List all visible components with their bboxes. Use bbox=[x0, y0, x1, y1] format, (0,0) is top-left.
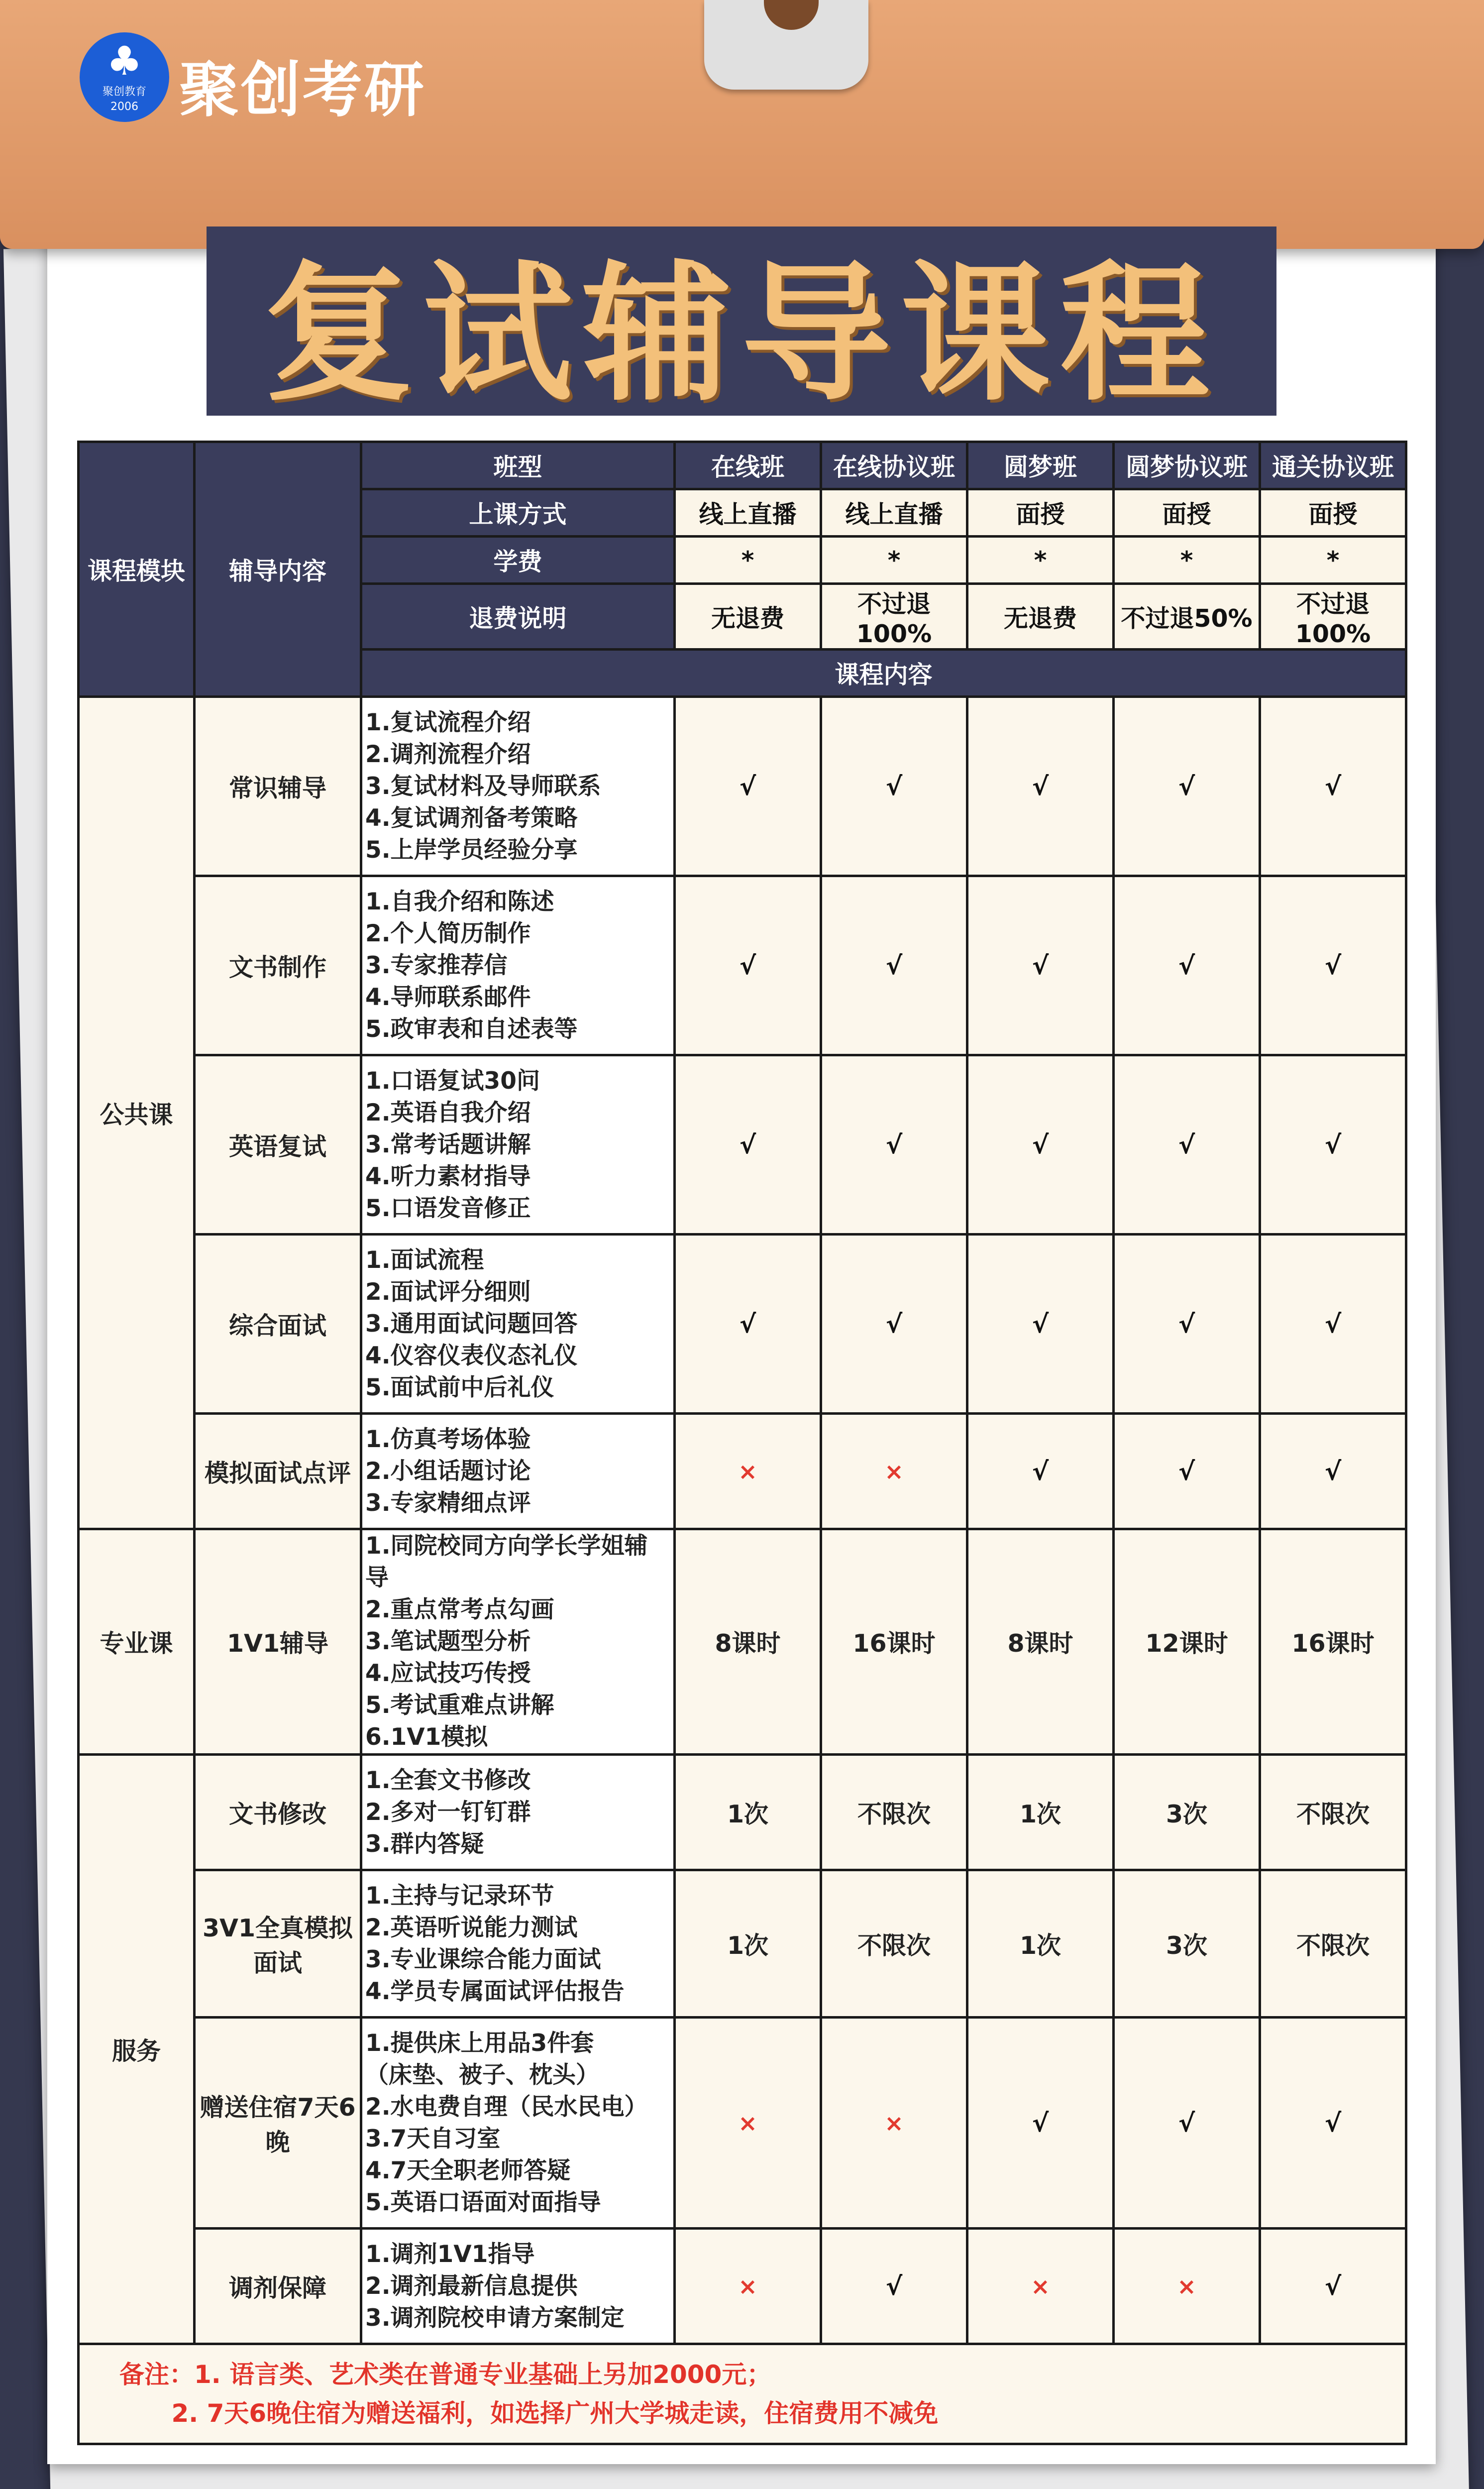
content-line: 1.同院校同方向学长学姐辅导 bbox=[365, 1532, 648, 1591]
content-list bbox=[361, 876, 675, 1055]
method-cell: 面授 bbox=[1260, 489, 1406, 537]
check-mark: √ bbox=[1178, 2108, 1195, 2138]
class-cell: 通关协议班 bbox=[1260, 442, 1406, 489]
content-line: 4.学员专属面试评估报告 bbox=[365, 1977, 625, 2005]
value-text: 16课时 bbox=[852, 1629, 936, 1658]
check-mark: √ bbox=[739, 1130, 756, 1159]
content-line: 5.英语口语面对面指导 bbox=[365, 2188, 601, 2216]
method-cell: 面授 bbox=[1114, 489, 1260, 537]
logo-text: 聚创教育 bbox=[102, 86, 146, 98]
content-line: 2.小组话题讨论 bbox=[365, 1457, 531, 1485]
content-list bbox=[361, 2018, 675, 2229]
check-mark: √ bbox=[1032, 2108, 1049, 2138]
course-table bbox=[77, 441, 1407, 2445]
value-cell bbox=[1260, 2229, 1406, 2344]
table-row bbox=[79, 2229, 1406, 2344]
content-line: 1.仿真考场体验 bbox=[365, 1425, 531, 1453]
class-cell: 圆梦协议班 bbox=[1114, 442, 1260, 489]
check-mark: √ bbox=[1324, 1130, 1342, 1159]
check-mark: √ bbox=[1324, 951, 1342, 980]
table-row bbox=[79, 1529, 1406, 1755]
value-cell bbox=[1260, 1055, 1406, 1235]
check-mark: √ bbox=[885, 772, 903, 801]
value-cell bbox=[1260, 697, 1406, 876]
value-cell bbox=[675, 1055, 821, 1235]
content-line: 4.导师联系邮件 bbox=[365, 983, 531, 1011]
value-cell bbox=[967, 1235, 1114, 1414]
value-cell bbox=[1260, 1235, 1406, 1414]
row-title: 文书制作 bbox=[195, 876, 361, 1055]
check-mark: √ bbox=[1032, 1130, 1049, 1159]
header-row-class bbox=[79, 442, 1406, 489]
content-line: 3.调剂院校申请方案制定 bbox=[365, 2304, 625, 2332]
value-cell bbox=[675, 1870, 821, 2018]
value-cell bbox=[1114, 1755, 1260, 1870]
content-list bbox=[361, 1870, 675, 2018]
check-mark: √ bbox=[1324, 1457, 1342, 1486]
value-text: 8课时 bbox=[715, 1629, 781, 1658]
fee-cell: * bbox=[967, 537, 1114, 584]
content-line: 4.听力素材指导 bbox=[365, 1162, 531, 1190]
value-cell bbox=[1260, 1755, 1406, 1870]
cross-mark: × bbox=[738, 2273, 757, 2300]
value-cell bbox=[967, 876, 1114, 1055]
content-header: 辅导内容 bbox=[195, 442, 361, 697]
row-title: 常识辅导 bbox=[195, 697, 361, 876]
row-label-refund: 退费说明 bbox=[361, 584, 675, 650]
value-cell bbox=[1114, 2229, 1260, 2344]
fee-cell: * bbox=[1114, 537, 1260, 584]
value-cell bbox=[675, 1529, 821, 1755]
value-cell bbox=[1260, 1529, 1406, 1755]
table-row bbox=[79, 1055, 1406, 1235]
value-cell bbox=[1114, 1055, 1260, 1235]
content-line: 5.考试重难点讲解 bbox=[365, 1692, 554, 1719]
cross-mark: × bbox=[738, 1458, 757, 1485]
check-mark: √ bbox=[1178, 1309, 1195, 1339]
value-cell bbox=[821, 1529, 967, 1755]
module-header: 课程模块 bbox=[79, 442, 195, 697]
check-mark: √ bbox=[885, 1309, 903, 1339]
check-mark: √ bbox=[1178, 1130, 1195, 1159]
cross-mark: × bbox=[1031, 2273, 1050, 2300]
value-cell bbox=[967, 1414, 1114, 1529]
refund-cell: 不过退100% bbox=[821, 584, 967, 650]
value-cell bbox=[1114, 697, 1260, 876]
content-line: 2.重点常考点勾画 bbox=[365, 1596, 554, 1623]
content-line: 3.7天自习室 bbox=[365, 2125, 501, 2152]
value-text: 不限次 bbox=[1296, 1800, 1370, 1828]
content-list bbox=[361, 697, 675, 876]
content-list bbox=[361, 1755, 675, 1870]
value-cell bbox=[967, 697, 1114, 876]
row-title: 赠送住宿7天6晚 bbox=[195, 2018, 361, 2229]
value-cell bbox=[821, 1055, 967, 1235]
value-cell bbox=[1260, 876, 1406, 1055]
content-line: 4.仪容仪表仪态礼仪 bbox=[365, 1342, 578, 1369]
table-row bbox=[79, 1235, 1406, 1414]
row-label-method: 上课方式 bbox=[361, 489, 675, 537]
value-cell bbox=[967, 1870, 1114, 2018]
module-name: 公共课 bbox=[79, 697, 195, 1529]
value-text: 1次 bbox=[727, 1800, 769, 1828]
content-list bbox=[361, 1529, 675, 1755]
value-cell bbox=[821, 1235, 967, 1414]
value-cell bbox=[675, 697, 821, 876]
table-row bbox=[79, 876, 1406, 1055]
table-row bbox=[79, 697, 1406, 876]
content-line: 3.专业课综合能力面试 bbox=[365, 1945, 601, 1973]
row-title: 模拟面试点评 bbox=[195, 1414, 361, 1529]
value-text: 不限次 bbox=[857, 1800, 931, 1828]
content-list bbox=[361, 1235, 675, 1414]
note-line: 2. 7天6晚住宿为赠送福利，如选择广州大学城走读，住宿费用不减免 bbox=[119, 2399, 939, 2428]
check-mark: √ bbox=[1324, 2271, 1342, 2301]
content-line: 5.政审表和自述表等 bbox=[365, 1015, 578, 1043]
check-mark: √ bbox=[885, 951, 903, 980]
value-text: 1次 bbox=[1019, 1800, 1061, 1828]
content-line: 6.1V1模拟 bbox=[365, 1723, 488, 1751]
check-mark: √ bbox=[1032, 1309, 1049, 1339]
module-name: 服务 bbox=[79, 1755, 195, 2344]
content-line: 5.口语发音修正 bbox=[365, 1194, 531, 1222]
content-line: 2.调剂最新信息提供 bbox=[365, 2272, 578, 2300]
value-cell bbox=[967, 1755, 1114, 1870]
check-mark: √ bbox=[1178, 772, 1195, 801]
cross-mark: × bbox=[884, 1458, 904, 1485]
value-cell bbox=[1114, 1870, 1260, 2018]
check-mark: √ bbox=[1178, 1457, 1195, 1486]
check-mark: √ bbox=[1324, 772, 1342, 801]
class-cell: 圆梦班 bbox=[967, 442, 1114, 489]
content-line: 2.个人简历制作 bbox=[365, 919, 531, 947]
value-cell bbox=[1114, 876, 1260, 1055]
value-cell bbox=[821, 1755, 967, 1870]
value-cell bbox=[1260, 1870, 1406, 2018]
value-cell bbox=[675, 1414, 821, 1529]
check-mark: √ bbox=[885, 1130, 903, 1159]
check-mark: √ bbox=[739, 1309, 756, 1339]
content-line: 5.面试前中后礼仪 bbox=[365, 1373, 554, 1401]
check-mark: √ bbox=[885, 2271, 903, 2301]
value-cell bbox=[821, 2229, 967, 2344]
page-title: 复试辅导课程 bbox=[264, 245, 1219, 421]
content-line: 1.口语复试30问 bbox=[365, 1067, 540, 1095]
value-text: 1次 bbox=[1019, 1931, 1061, 1960]
value-cell bbox=[967, 1055, 1114, 1235]
row-title: 1V1辅导 bbox=[195, 1529, 361, 1755]
value-cell bbox=[821, 2018, 967, 2229]
value-cell bbox=[821, 1414, 967, 1529]
value-cell bbox=[821, 1870, 967, 2018]
brand-name: 聚创考研 bbox=[179, 56, 426, 125]
fee-cell: * bbox=[1260, 537, 1406, 584]
value-text: 1次 bbox=[727, 1931, 769, 1960]
class-cell: 在线协议班 bbox=[821, 442, 967, 489]
value-text: 不限次 bbox=[857, 1931, 931, 1960]
content-line: 1.主持与记录环节 bbox=[365, 1882, 554, 1910]
content-line: 5.上岸学员经验分享 bbox=[365, 836, 578, 864]
value-cell bbox=[821, 876, 967, 1055]
content-line: 1.面试流程 bbox=[365, 1246, 484, 1274]
content-line: 3.笔试题型分析 bbox=[365, 1628, 531, 1655]
method-cell: 线上直播 bbox=[675, 489, 821, 537]
content-line: 3.专家精细点评 bbox=[365, 1489, 531, 1517]
value-cell bbox=[675, 2018, 821, 2229]
content-line: （床垫、被子、枕头） bbox=[365, 2061, 599, 2089]
refund-cell: 无退费 bbox=[675, 584, 821, 650]
value-text: 8课时 bbox=[1007, 1629, 1073, 1658]
content-line: 4.7天全职老师答疑 bbox=[365, 2156, 571, 2184]
value-cell bbox=[1260, 2018, 1406, 2229]
value-text: 3次 bbox=[1166, 1931, 1208, 1960]
method-cell: 线上直播 bbox=[821, 489, 967, 537]
content-line: 1.全套文书修改 bbox=[365, 1766, 531, 1794]
value-cell bbox=[821, 697, 967, 876]
check-mark: √ bbox=[1032, 951, 1049, 980]
row-title: 文书修改 bbox=[195, 1755, 361, 1870]
check-mark: √ bbox=[1324, 1309, 1342, 1339]
value-cell bbox=[675, 1235, 821, 1414]
value-cell bbox=[675, 2229, 821, 2344]
check-mark: √ bbox=[1324, 2108, 1342, 2138]
table-row bbox=[79, 2018, 1406, 2229]
content-line: 4.应试技巧传授 bbox=[365, 1660, 531, 1687]
value-cell bbox=[1114, 1414, 1260, 1529]
module-name: 专业课 bbox=[79, 1529, 195, 1755]
method-cell: 面授 bbox=[967, 489, 1114, 537]
content-line: 2.多对一钉钉群 bbox=[365, 1798, 531, 1826]
row-title: 英语复试 bbox=[195, 1055, 361, 1235]
table-row bbox=[79, 1870, 1406, 2018]
check-mark: √ bbox=[739, 951, 756, 980]
value-cell bbox=[967, 1529, 1114, 1755]
row-title: 调剂保障 bbox=[195, 2229, 361, 2344]
check-mark: √ bbox=[1032, 772, 1049, 801]
content-line: 1.自我介绍和陈述 bbox=[365, 888, 554, 915]
value-cell bbox=[1260, 1414, 1406, 1529]
logo-year: 2006 bbox=[110, 101, 138, 113]
content-line: 3.通用面试问题回答 bbox=[365, 1310, 578, 1338]
refund-cell: 不过退50% bbox=[1114, 584, 1260, 650]
refund-cell: 不过退100% bbox=[1260, 584, 1406, 650]
content-line: 2.面试评分细则 bbox=[365, 1278, 531, 1306]
content-list bbox=[361, 1414, 675, 1529]
content-line: 1.提供床上用品3件套 bbox=[365, 2029, 594, 2057]
notes-cell bbox=[79, 2344, 1406, 2444]
content-line: 1.调剂1V1指导 bbox=[365, 2240, 535, 2268]
check-mark: √ bbox=[1032, 1457, 1049, 1486]
value-cell bbox=[967, 2018, 1114, 2229]
table-row bbox=[79, 1414, 1406, 1529]
value-text: 16课时 bbox=[1291, 1629, 1375, 1658]
logo-tree-icon: ♣ bbox=[106, 38, 142, 84]
content-line: 1.复试流程介绍 bbox=[365, 708, 531, 736]
title-banner bbox=[207, 226, 1276, 421]
cross-mark: × bbox=[1177, 2273, 1196, 2300]
class-cell: 在线班 bbox=[675, 442, 821, 489]
content-line: 3.常考话题讲解 bbox=[365, 1131, 531, 1158]
table-row bbox=[79, 1755, 1406, 1870]
content-list bbox=[361, 1055, 675, 1235]
value-cell bbox=[1114, 1235, 1260, 1414]
row-title: 综合面试 bbox=[195, 1235, 361, 1414]
content-line: 2.调剂流程介绍 bbox=[365, 740, 531, 768]
content-list bbox=[361, 2229, 675, 2344]
value-text: 3次 bbox=[1166, 1800, 1208, 1828]
cross-mark: × bbox=[738, 2110, 757, 2137]
value-cell bbox=[967, 2229, 1114, 2344]
value-text: 12课时 bbox=[1145, 1629, 1228, 1658]
content-line: 4.复试调剂备考策略 bbox=[365, 804, 578, 832]
row-label-fee: 学费 bbox=[361, 537, 675, 584]
fee-cell: * bbox=[675, 537, 821, 584]
check-mark: √ bbox=[1178, 951, 1195, 980]
fee-cell: * bbox=[821, 537, 967, 584]
content-line: 3.专家推荐信 bbox=[365, 951, 508, 979]
refund-cell: 无退费 bbox=[967, 584, 1114, 650]
value-cell bbox=[1114, 1529, 1260, 1755]
brand-logo bbox=[80, 32, 169, 122]
course-content-label: 课程内容 bbox=[361, 650, 1406, 697]
value-cell bbox=[675, 876, 821, 1055]
content-line: 3.复试材料及导师联系 bbox=[365, 772, 601, 800]
content-line: 2.英语自我介绍 bbox=[365, 1099, 531, 1127]
content-line: 3.群内答疑 bbox=[365, 1830, 484, 1858]
content-line: 2.水电费自理（民水民电） bbox=[365, 2093, 648, 2121]
check-mark: √ bbox=[739, 772, 756, 801]
value-cell bbox=[675, 1755, 821, 1870]
value-cell bbox=[1114, 2018, 1260, 2229]
row-label-class: 班型 bbox=[361, 442, 675, 489]
cross-mark: × bbox=[884, 2110, 904, 2137]
note-line: 备注：1. 语言类、艺术类在普通专业基础上另加2000元； bbox=[119, 2360, 772, 2389]
notes-row bbox=[79, 2344, 1406, 2444]
value-text: 不限次 bbox=[1296, 1931, 1370, 1960]
row-title: 3V1全真模拟面试 bbox=[195, 1870, 361, 2018]
content-line: 2.英语听说能力测试 bbox=[365, 1914, 578, 1941]
